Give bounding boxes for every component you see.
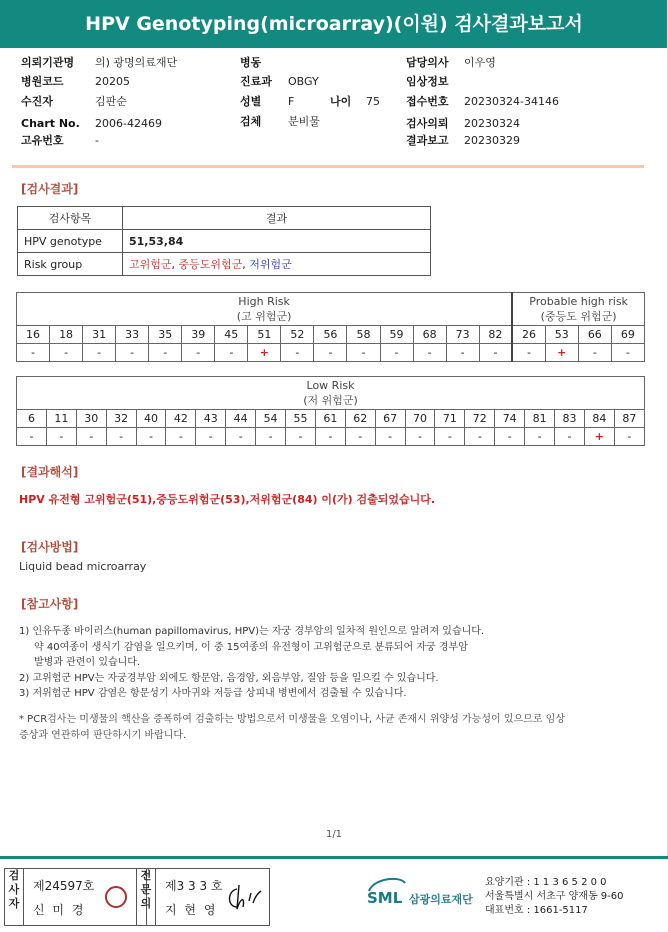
hr-type-5: 39 xyxy=(182,326,215,344)
risk-mid: 중등도위험군 xyxy=(178,258,243,271)
lr-type-2: 30 xyxy=(76,410,106,428)
lr-type-5: 42 xyxy=(166,410,196,428)
lr-result-2: - xyxy=(76,428,106,446)
risk-group-value xyxy=(123,253,431,276)
inspector-license: 제24597호 xyxy=(33,879,95,893)
doctor-label: 전 문 의 xyxy=(137,869,156,925)
probable-risk-header xyxy=(512,293,644,326)
result-table xyxy=(17,206,431,276)
hr-result-7: + xyxy=(248,344,281,362)
lr-result-8: - xyxy=(256,428,286,446)
doctor-label: 담당의사 xyxy=(406,56,449,69)
seal-icon xyxy=(105,886,127,908)
lr-result-10: - xyxy=(315,428,345,446)
hr-result-3: - xyxy=(116,344,149,362)
lr-result-11: - xyxy=(345,428,375,446)
lr-result-13: - xyxy=(405,428,435,446)
lr-type-4: 40 xyxy=(136,410,166,428)
hr-result-0: - xyxy=(17,344,50,362)
lr-type-3: 32 xyxy=(106,410,136,428)
hr-result-14: - xyxy=(479,344,512,362)
risk-comma-1: , xyxy=(171,258,179,271)
probable-risk-title: Probable high risk xyxy=(529,295,628,308)
method-section-title: [검사방법] xyxy=(21,540,79,554)
lr-result-17: - xyxy=(525,428,555,446)
lr-result-0: - xyxy=(17,428,47,446)
specimen-label: 검체 xyxy=(240,115,262,128)
sex-value: F xyxy=(288,95,295,108)
facility-code: 요양기관 : 1 1 3 6 5 2 0 0 xyxy=(485,877,607,888)
hr-type-2: 31 xyxy=(83,326,116,344)
lr-type-19: 84 xyxy=(584,410,614,428)
age-label: 나이 xyxy=(330,95,352,108)
lr-type-7: 44 xyxy=(226,410,256,428)
lr-result-15: - xyxy=(465,428,495,446)
unique-value: - xyxy=(95,134,99,147)
hr-result-1: - xyxy=(50,344,83,362)
hr-result-16: + xyxy=(545,344,578,362)
hospital-code-value: 20205 xyxy=(95,75,130,88)
hr-type-10: 58 xyxy=(347,326,380,344)
note-1-cont-2: 발병과 관련이 있습니다. xyxy=(34,657,141,668)
hr-type-8: 52 xyxy=(281,326,314,344)
lr-type-11: 62 xyxy=(345,410,375,428)
hr-result-13: - xyxy=(446,344,479,362)
contact-info xyxy=(485,876,624,918)
lr-type-8: 54 xyxy=(256,410,286,428)
hr-result-18: - xyxy=(611,344,644,362)
notes-list xyxy=(19,624,649,702)
patient-label: 수진자 xyxy=(21,95,53,108)
request-label: 검사의뢰 xyxy=(406,117,449,130)
footer-divider xyxy=(0,856,668,859)
dept-label: 진료과 xyxy=(240,75,272,88)
lr-result-6: - xyxy=(196,428,226,446)
risk-high: 고위험군 xyxy=(129,258,172,271)
hr-result-9: - xyxy=(314,344,347,362)
specimen-value: 분비물 xyxy=(288,115,320,128)
risk-comma-2: , xyxy=(242,258,250,271)
hr-type-0: 16 xyxy=(17,326,50,344)
clinical-label: 임상정보 xyxy=(406,75,449,88)
unique-label: 고유번호 xyxy=(21,134,64,147)
low-risk-subtitle: (저 위험군) xyxy=(303,394,358,407)
lr-result-16: - xyxy=(495,428,525,446)
low-risk-title: Low Risk xyxy=(306,379,355,392)
report-value: 20230329 xyxy=(464,134,520,147)
low-risk-header xyxy=(17,377,645,410)
hr-result-4: - xyxy=(149,344,182,362)
hr-result-2: - xyxy=(83,344,116,362)
lr-type-12: 67 xyxy=(375,410,405,428)
hr-type-7: 51 xyxy=(248,326,281,344)
lr-type-18: 83 xyxy=(555,410,585,428)
institution-label: 의뢰기관명 xyxy=(21,56,75,69)
hr-result-17: - xyxy=(578,344,611,362)
high-risk-header xyxy=(17,293,513,326)
hr-type-11: 59 xyxy=(380,326,413,344)
risk-group-label: Risk group xyxy=(18,253,123,276)
lr-type-20: 87 xyxy=(614,410,644,428)
genotype-label: HPV genotype xyxy=(18,230,123,253)
lr-type-14: 71 xyxy=(435,410,465,428)
pcr-disclaimer-line-1: * PCR검사는 미생물의 핵산을 증폭하여 검출하는 방법으로서 미생물을 오염이나, 사균 존재시 위양성 가능성이 있으므로 임상 xyxy=(19,714,565,725)
note-1-cont: 약 40여종이 생식기 감염을 일으키며, 이 중 15여종의 유전형이 고위험군으로 분류되어 자궁 경부암 xyxy=(34,641,468,653)
lr-type-15: 72 xyxy=(465,410,495,428)
high-risk-table xyxy=(16,292,645,362)
hr-type-13: 73 xyxy=(446,326,479,344)
hr-type-14: 82 xyxy=(479,326,512,344)
col-item-header: 검사항목 xyxy=(18,207,123,230)
lr-type-13: 70 xyxy=(405,410,435,428)
lr-result-20: - xyxy=(614,428,644,446)
hr-type-9: 56 xyxy=(314,326,347,344)
hr-result-8: - xyxy=(281,344,314,362)
institution-value: 의) 광명의료재단 xyxy=(95,56,178,69)
ward-label: 병동 xyxy=(240,56,262,69)
doctor-license: 제3 3 3 호 xyxy=(165,879,223,893)
hr-type-16: 53 xyxy=(545,326,578,344)
lr-type-0: 6 xyxy=(17,410,47,428)
report-title: HPV Genotyping(microarray)(이원) 검사결과보고서 xyxy=(0,0,668,48)
lr-result-19: + xyxy=(584,428,614,446)
lr-result-14: - xyxy=(435,428,465,446)
note-1: 1) 인유두종 바이러스(human papillomavirus, HPV)는 자궁 경부암의 일차적 원인으로 알려져 있습니다. xyxy=(19,626,485,637)
lr-result-9: - xyxy=(286,428,316,446)
divider xyxy=(12,165,644,168)
chart-value: 2006-42469 xyxy=(95,117,162,130)
address: 서울특별시 서초구 양재동 9-60 xyxy=(485,891,624,902)
receipt-label: 접수번호 xyxy=(406,95,449,108)
org-name: 삼광의료재단 xyxy=(409,893,473,906)
hr-type-6: 45 xyxy=(215,326,248,344)
lr-result-7: - xyxy=(226,428,256,446)
method-text: Liquid bead microarray xyxy=(19,560,147,573)
signature-icon xyxy=(225,883,265,913)
lr-type-1: 11 xyxy=(46,410,76,428)
hr-type-4: 35 xyxy=(149,326,182,344)
hr-result-12: - xyxy=(413,344,446,362)
high-risk-title: High Risk xyxy=(238,295,290,308)
lr-result-18: - xyxy=(555,428,585,446)
hr-type-12: 68 xyxy=(413,326,446,344)
table-row xyxy=(18,253,431,276)
lr-type-16: 74 xyxy=(495,410,525,428)
inspector-name: 신 미 경 xyxy=(33,903,86,917)
doctor-signature-box xyxy=(136,868,270,926)
hospital-code-label: 병원코드 xyxy=(21,75,64,88)
hr-result-10: - xyxy=(347,344,380,362)
age-value: 75 xyxy=(366,95,380,108)
hr-type-17: 66 xyxy=(578,326,611,344)
dept-value: OBGY xyxy=(288,75,319,88)
lr-result-12: - xyxy=(375,428,405,446)
hr-result-11: - xyxy=(380,344,413,362)
svg-text:SML: SML xyxy=(367,889,403,907)
lr-type-9: 55 xyxy=(286,410,316,428)
risk-low: 저위험군 xyxy=(249,258,292,271)
table-row xyxy=(18,230,431,253)
request-value: 20230324 xyxy=(464,117,520,130)
lr-result-4: - xyxy=(136,428,166,446)
lr-result-1: - xyxy=(46,428,76,446)
interpretation-text: HPV 유전형 고위험군(51),중등도위험군(53),저위험군(84) 이(가) 검출되었습니다. xyxy=(19,493,436,506)
inspector-label: 검 사 자 xyxy=(5,869,24,925)
high-risk-subtitle: (고 위험군) xyxy=(236,310,292,323)
lr-result-5: - xyxy=(166,428,196,446)
hr-type-15: 26 xyxy=(512,326,545,344)
probable-risk-subtitle: (중등도 위험군) xyxy=(540,310,617,323)
hr-result-15: - xyxy=(512,344,545,362)
hr-type-18: 69 xyxy=(611,326,644,344)
doctor-value: 이우영 xyxy=(464,56,496,69)
pcr-disclaimer xyxy=(19,712,639,743)
lr-type-10: 61 xyxy=(315,410,345,428)
page-number: 1/1 xyxy=(325,829,343,840)
low-risk-table xyxy=(16,376,645,446)
sex-label: 성별 xyxy=(240,95,262,108)
pcr-disclaimer-line-2: 증상과 연관하여 판단하시기 바랍니다. xyxy=(19,729,187,741)
note-2: 2) 고위험군 HPV는 자궁경부암 외에도 항문암, 음경암, 외음부암, 질암 등을 일으킬 수 있습니다. xyxy=(19,672,439,684)
col-result-header: 결과 xyxy=(123,207,431,230)
report-label: 결과보고 xyxy=(406,134,449,147)
chart-label: Chart No. xyxy=(21,117,80,130)
patient-value: 김판순 xyxy=(95,95,127,108)
hr-type-1: 18 xyxy=(50,326,83,344)
result-section-title: [검사결과] xyxy=(21,182,79,196)
hr-type-3: 33 xyxy=(116,326,149,344)
phone: 대표번호 : 1661-5117 xyxy=(485,905,588,916)
lr-type-17: 81 xyxy=(525,410,555,428)
lr-result-3: - xyxy=(106,428,136,446)
patient-info xyxy=(0,55,668,155)
note-3: 3) 저위험군 HPV 감염은 항문성기 사마귀와 저등급 상피내 병변에서 검출될 수 있습니다. xyxy=(19,688,407,699)
hr-result-5: - xyxy=(182,344,215,362)
interpretation-section-title: [결과해석] xyxy=(21,465,79,479)
genotype-value: 51,53,84 xyxy=(123,230,431,253)
hr-result-6: - xyxy=(215,344,248,362)
notes-section-title: [참고사항] xyxy=(21,597,79,611)
lr-type-6: 43 xyxy=(196,410,226,428)
sml-logo-icon xyxy=(365,873,409,913)
receipt-value: 20230324-34146 xyxy=(464,95,559,108)
doctor-name: 지 현 영 xyxy=(165,903,218,917)
inspector-signature-box xyxy=(4,868,147,926)
